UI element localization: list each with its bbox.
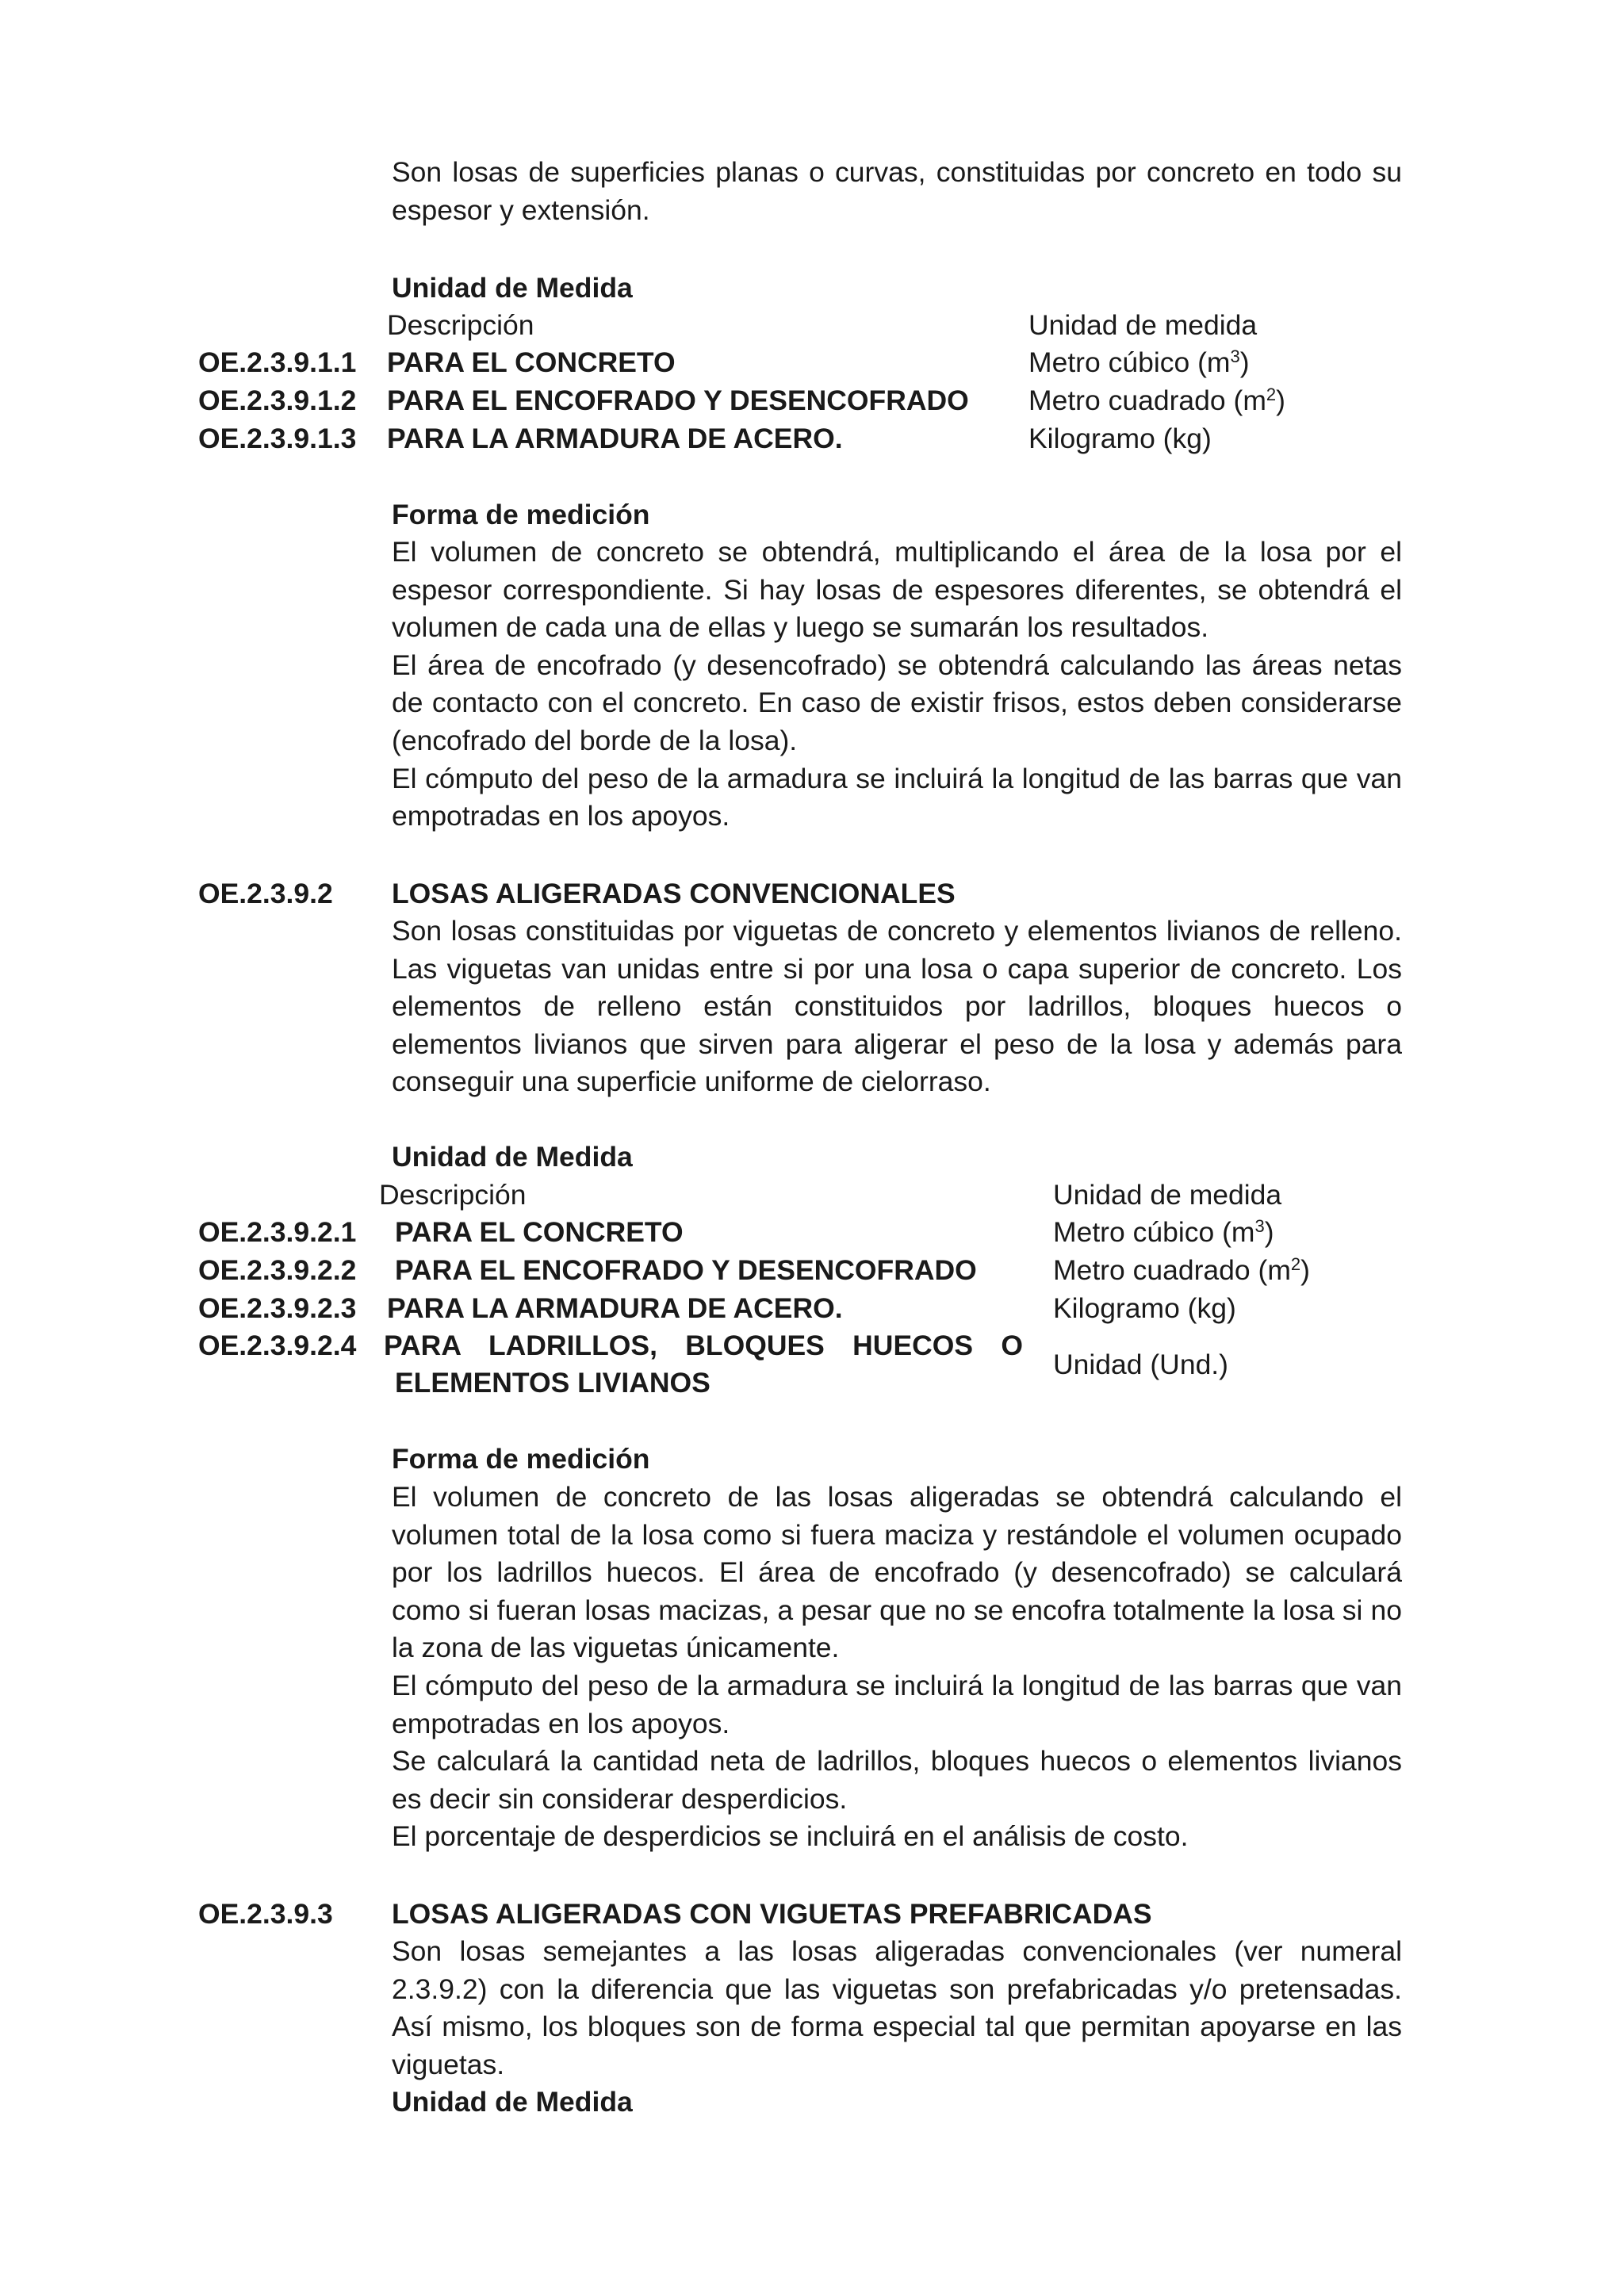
table2-row-desc: PARA EL ENCOFRADO Y DESENCOFRADO bbox=[395, 1254, 977, 1286]
section-title: LOSAS ALIGERADAS CON VIGUETAS PREFABRICADAS bbox=[392, 1898, 1152, 1930]
table1-col-description: Descripción bbox=[387, 309, 534, 341]
table1-row-unit: Metro cúbico $(m^3)$ bbox=[1028, 346, 1250, 378]
table1-row-code: OE.2.3.9.1.1 bbox=[198, 346, 357, 378]
table2-row-unit: Unidad (Und.) bbox=[1053, 1349, 1228, 1380]
table2-row-code: OE.2.3.9.2.2 bbox=[198, 1254, 357, 1286]
table2-row-unit: Metro cuadrado $(m^2)$ bbox=[1053, 1253, 1310, 1286]
section-code: OE.2.3.9.3 bbox=[198, 1898, 333, 1930]
table1-row-unit: Metro cuadrado $(m^2)$ bbox=[1028, 384, 1285, 416]
table2-row-unit: Kilogramo (kg) bbox=[1053, 1292, 1236, 1324]
table1-row-desc: PARA EL ENCOFRADO Y DESENCOFRADO bbox=[387, 385, 969, 416]
measurement-text-2: El volumen de concreto de las losas aligeradas se obtendrá calculando el volumen total de la losa como si fuera maciza y restándole el volumen ocupado por los ladrillos huecos. El área de encofrado (y desencofrado) se calculará como si fueran losas macizas, a pesar que no se encofra totalmente la losa si no la zona de las viguetas únicamente. El cómputo del peso de la armadura se incluirá la longitud de las barras que van empotradas en los apoyos. Se calculará la cantidad neta de ladrillos, bloques huecos o elementos livianos es decir sin considerar desperdicios. El porcentaje de desperdicios se incluirá en el análisis de costo. bbox=[392, 1481, 1402, 1853]
unit-heading-1: Unidad de Medida bbox=[392, 272, 633, 304]
measurement-text-1: El volumen de concreto se obtendrá, multiplicando el área de la losa por el espesor correspondiente. Si hay losas de espesores diferentes, se obtendrá el volumen de cada una de ellas y luego se sumarán los resultados. El área de encofrado (y desencofrado) se obtendrá calculando las áreas netas de contacto con el concreto. En caso de existir frisos, estos deben considerarse (encofrado del borde de la losa). El cómputo del peso de la armadura se incluirá la longitud de las barras que van empotradas en los apoyos. bbox=[392, 536, 1402, 832]
table1-row-code: OE.2.3.9.1.3 bbox=[198, 423, 357, 454]
measurement-heading-1: Forma de medición bbox=[392, 499, 650, 530]
unit-heading-2: Unidad de Medida bbox=[392, 1141, 633, 1173]
table1-row-desc: PARA LA ARMADURA DE ACERO. bbox=[387, 423, 843, 454]
intro-paragraph: Son losas de superficies planas o curvas, constituidas por concreto en todo su espesor y extensión. bbox=[392, 156, 1402, 226]
section-code: OE.2.3.9.2 bbox=[198, 878, 333, 909]
table1-row-desc: PARA EL CONCRETO bbox=[387, 346, 676, 378]
table2-row-code: OE.2.3.9.2.1 bbox=[198, 1216, 357, 1248]
section2-paragraph: Son losas constituidas por viguetas de concreto y elementos livianos de relleno. Las viguetas van unidas entre si por una losa o capa superior de concreto. Los elementos de relleno están constituidos por ladrillos, bloques huecos o elementos livianos que sirven para aligerar el peso de la losa y además para conseguir una superficie uniforme de cielorraso. bbox=[392, 915, 1402, 1098]
table1-col-unit: Unidad de medida bbox=[1028, 309, 1258, 341]
table2-row-unit: Metro cúbico $(m^3)$ bbox=[1053, 1215, 1274, 1248]
table2-row-desc: PARA EL CONCRETO bbox=[395, 1216, 684, 1248]
table2-row-code: OE.2.3.9.2.3 bbox=[198, 1292, 357, 1324]
table2-row-desc-line1: PARA LADRILLOS, BLOQUES HUECOS O bbox=[384, 1330, 1023, 1361]
unit-heading-3: Unidad de Medida bbox=[392, 2086, 633, 2118]
table2-col-unit: Unidad de medida bbox=[1053, 1179, 1282, 1211]
table1-row-unit: Kilogramo (kg) bbox=[1028, 423, 1212, 454]
table2-col-description: Descripción bbox=[379, 1179, 527, 1211]
table2-row-desc-line2: ELEMENTOS LIVIANOS bbox=[395, 1367, 710, 1399]
table1-row-code: OE.2.3.9.1.2 bbox=[198, 385, 357, 416]
table2-row-code: OE.2.3.9.2.4 bbox=[198, 1330, 357, 1361]
section3-paragraph: Son losas semejantes a las losas aligeradas convencionales (ver numeral 2.3.9.2) con la diferencia que las viguetas son prefabricadas y/o pretensadas. Así mismo, los bloques son de forma especial tal que permitan apoyarse en las viguetas. bbox=[392, 1935, 1402, 2080]
table2-row-desc: PARA LA ARMADURA DE ACERO. bbox=[387, 1292, 843, 1324]
section-title: LOSAS ALIGERADAS CONVENCIONALES bbox=[392, 878, 956, 909]
measurement-heading-2: Forma de medición bbox=[392, 1443, 650, 1475]
